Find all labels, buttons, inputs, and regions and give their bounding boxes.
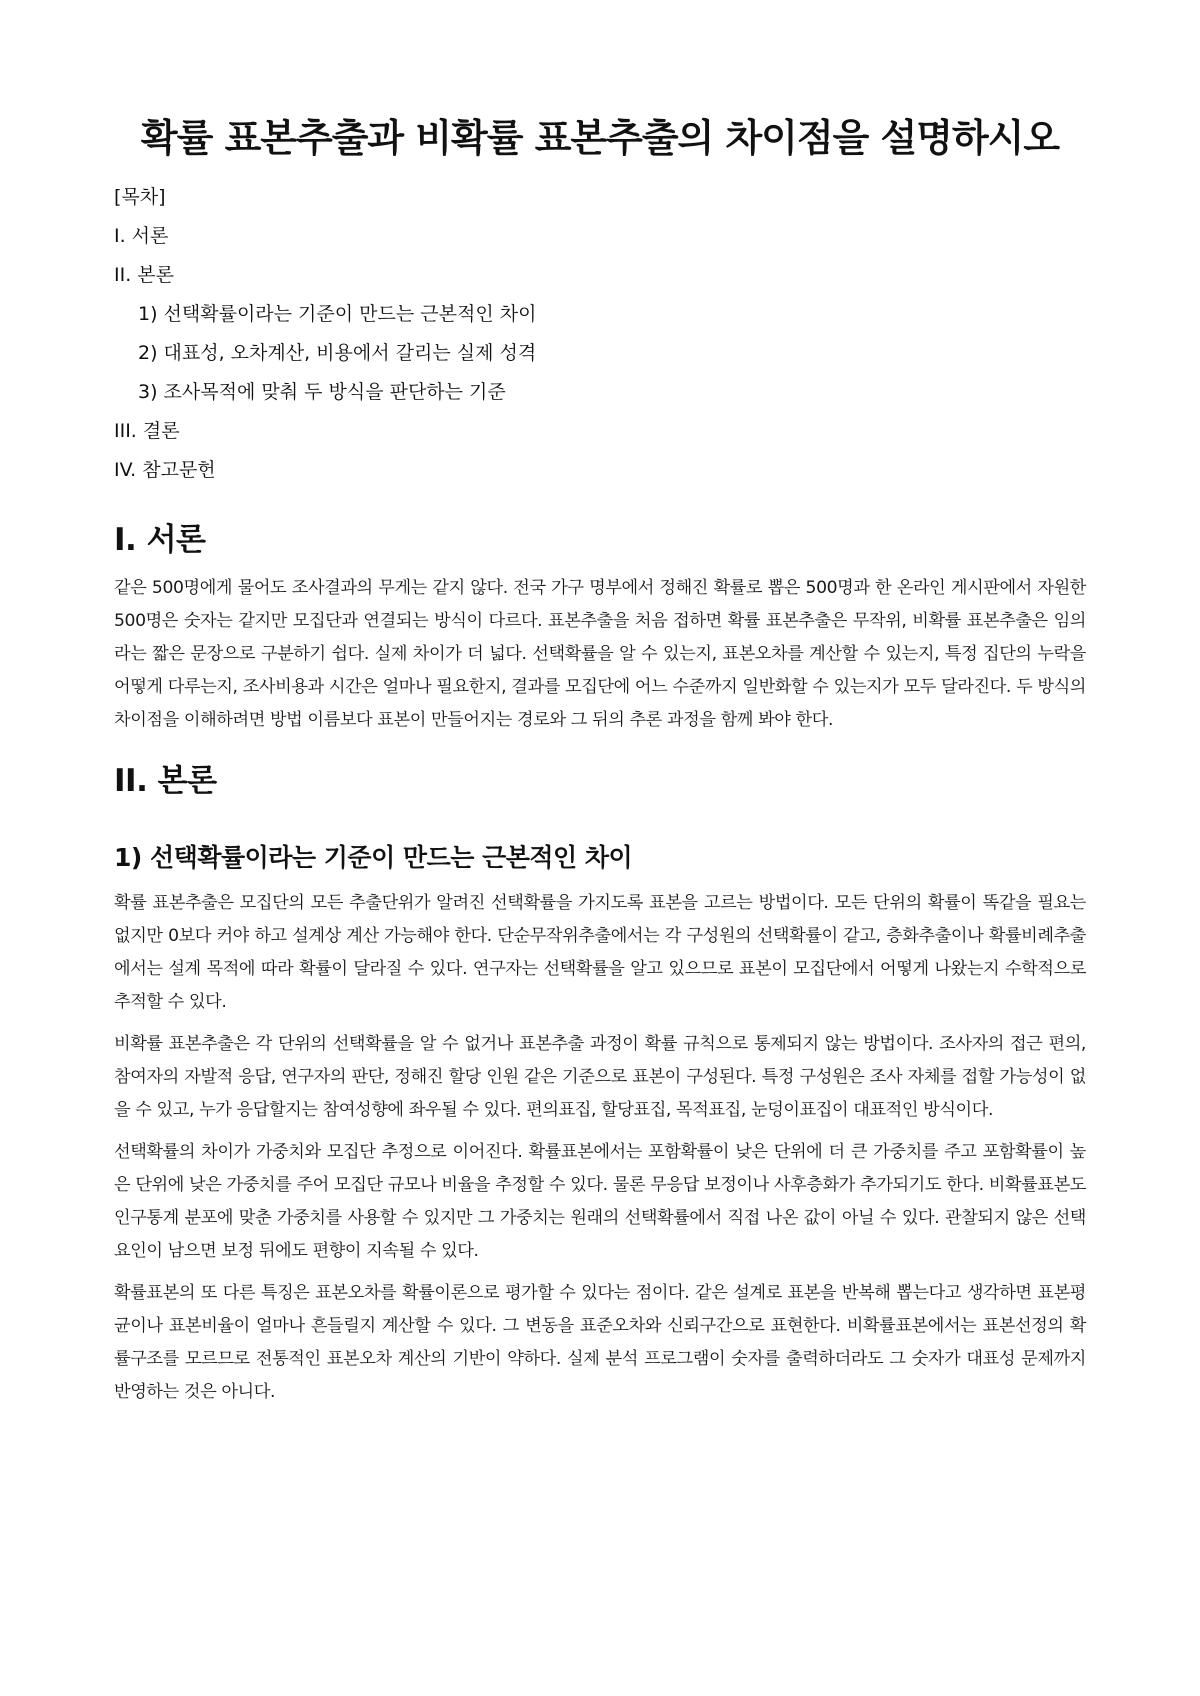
- toc-item-introduction: I. 서론: [114, 225, 169, 247]
- toc-item-conclusion: III. 결론: [114, 420, 180, 442]
- intro-paragraph: 같은 500명에게 물어도 조사결과의 무게는 같지 않다. 전국 가구 명부에서 정해진 확률로 뽑은 500명과 한 온라인 게시판에서 자원한 500명은 숫자는 같지만 모집단과 연결되는 방식이 다르다. 표본추출을 처음 접하면 확률 표본추출은 무작위, 비확률 표본추출은 임의라는 짧은 문장으로 구분하기 쉽다. 실제 차이가 더 넓다. 선택확률을 알 수 있는지, 표본오차를 계산할 수 있는지, 특정 집단의 누락을 어떻게 다루는지, 조사비용과 시간은 얼마나 필요한지, 결과를 모집단에 어느 수준까지 일반화할 수 있는지가 모두 달라진다. 두 방식의 차이점을 이해하려면 방법 이름보다 표본이 만들어지는 경로와 그 뒤의 추론 과정을 함께 봐야 한다.: [114, 578, 1086, 730]
- body-paragraph: 비확률 표본추출은 각 단위의 선택확률을 알 수 없거나 표본추출 과정이 확률 규칙으로 통제되지 않는 방법이다. 조사자의 접근 편의, 참여자의 자발적 응답, 연구자의 판단, 정해진 할당 인원 같은 기준으로 표본이 구성된다. 특정 구성원은 조사 자체를 접할 가능성이 없을 수 있고, 누가 응답할지는 참여성향에 좌우될 수 있다. 편의표집, 할당표집, 목적표집, 눈덩이표집이 대표적인 방식이다.: [114, 1034, 1086, 1120]
- toc-item-body-sub3: 3) 조사목적에 맞춰 두 방식을 판단하는 기준: [138, 381, 506, 403]
- body-paragraph: 선택확률의 차이가 가중치와 모집단 추정으로 이어진다. 확률표본에서는 포함확률이 낮은 단위에 더 큰 가중치를 주고 포함확률이 높은 단위에 낮은 가중치를 주어 모집단 규모나 비율을 추정할 수 있다. 물론 무응답 보정이나 사후층화가 추가되기도 한다. 비확률표본도 인구통계 분포에 맞춘 가중치를 사용할 수 있지만 그 가중치는 원래의 선택확률에서 직접 나온 값이 아닐 수 있다. 관찰되지 않은 선택요인이 남으면 보정 뒤에도 편향이 지속될 수 있다.: [114, 1142, 1086, 1261]
- toc-item-references: IV. 참고문헌: [114, 459, 216, 481]
- toc-item-body-sub2: 2) 대표성, 오차계산, 비용에서 갈리는 실제 성격: [138, 342, 537, 364]
- toc-item-body: II. 본론: [114, 264, 174, 286]
- body-paragraph: 확률 표본추출은 모집단의 모든 추출단위가 알려진 선택확률을 가지도록 표본을 고르는 방법이다. 모든 단위의 확률이 똑같을 필요는 없지만 0보다 커야 하고 설계상 계산 가능해야 한다. 단순무작위추출에서는 각 구성원의 선택확률이 같고, 층화추출이나 확률비례추출에서는 설계 목적에 따라 확률이 달라질 수 있다. 연구자는 선택확률을 알고 있으므로 표본이 모집단에서 어떻게 나왔는지 수학적으로 추적할 수 있다.: [114, 893, 1086, 1012]
- section-heading-body: II. 본론: [114, 763, 217, 799]
- subsection-heading-selection-probability: 1) 선택확률이라는 기준이 만드는 근본적인 차이: [114, 843, 633, 872]
- table-of-contents: [114, 178, 1086, 490]
- body-paragraph: 확률표본의 또 다른 특징은 표본오차를 확률이론으로 평가할 수 있다는 점이다. 같은 설계로 표본을 반복해 뽑는다고 생각하면 표본평균이나 표본비율이 얼마나 흔들릴지 계산할 수 있다. 그 변동을 표준오차와 신뢰구간으로 표현한다. 비확률표본에서는 표본선정의 확률구조를 모르므로 전통적인 표본오차 계산의 기반이 약하다. 실제 분석 프로그램이 숫자를 출력하더라도 그 숫자가 대표성 문제까지 반영하는 것은 아니다.: [114, 1283, 1086, 1402]
- document-title: 확률 표본추출과 비확률 표본추출의 차이점을 설명하시오: [140, 116, 1060, 160]
- toc-item-body-sub1: 1) 선택확률이라는 기준이 만드는 근본적인 차이: [138, 303, 537, 325]
- toc-heading: [목차]: [114, 186, 166, 208]
- section-heading-introduction: I. 서론: [114, 522, 206, 558]
